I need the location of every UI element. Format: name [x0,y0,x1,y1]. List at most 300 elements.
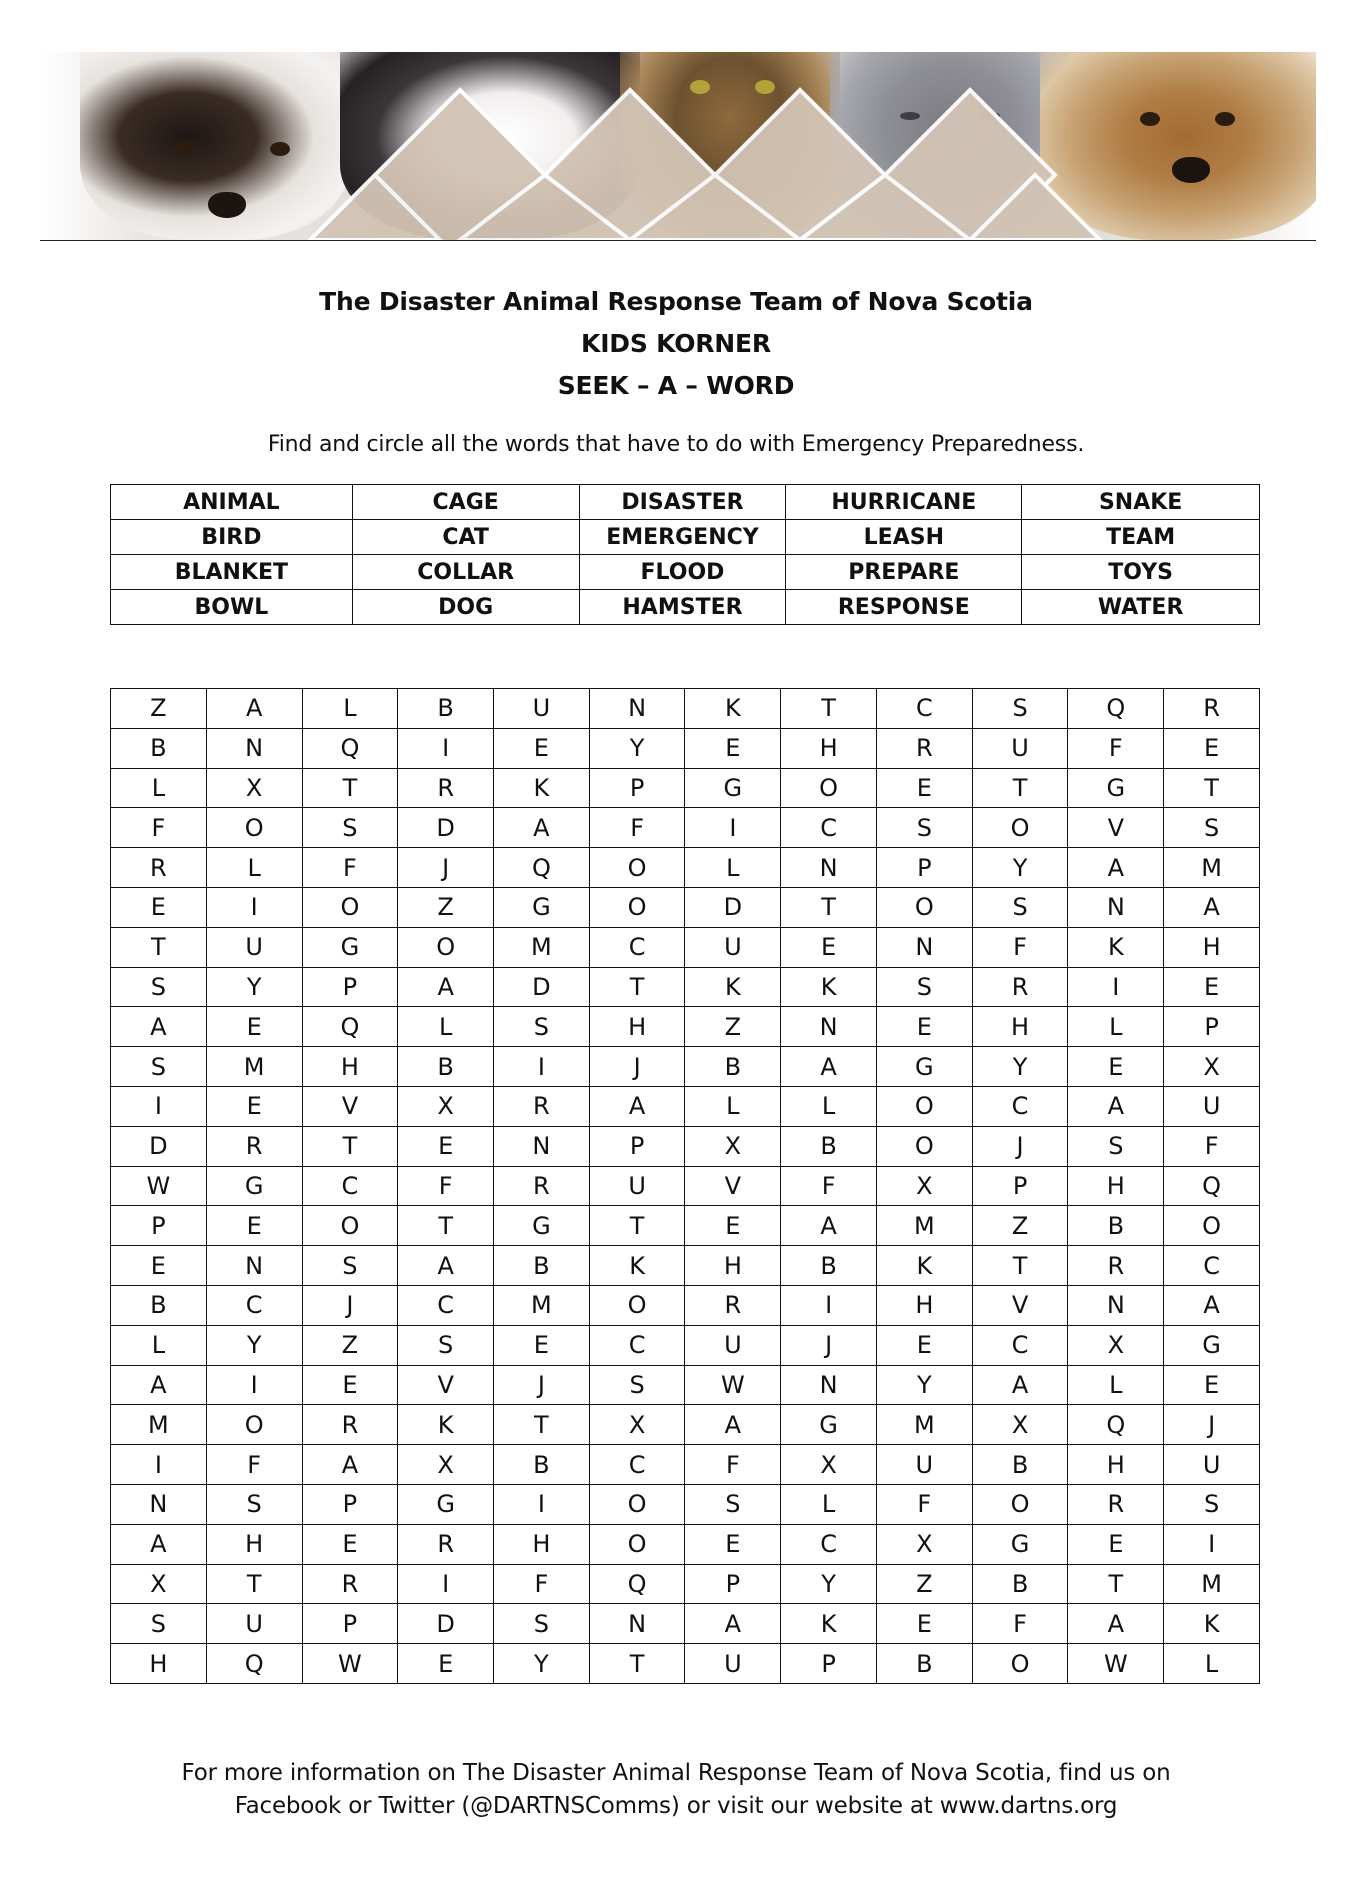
grid-letter-cell[interactable]: U [589,1166,685,1206]
grid-letter-cell[interactable]: L [781,1086,877,1126]
grid-letter-cell[interactable]: E [685,1524,781,1564]
grid-letter-cell[interactable]: K [494,768,590,808]
grid-letter-cell[interactable]: L [781,1484,877,1524]
grid-letter-cell[interactable]: M [1164,1564,1260,1604]
grid-letter-cell[interactable]: P [589,1126,685,1166]
grid-letter-cell[interactable]: U [685,1644,781,1684]
grid-letter-cell[interactable]: R [206,1126,302,1166]
grid-letter-cell[interactable]: C [876,689,972,729]
grid-letter-cell[interactable]: A [111,1007,207,1047]
grid-letter-cell[interactable]: M [494,1285,590,1325]
grid-letter-cell[interactable]: T [398,1206,494,1246]
grid-letter-cell[interactable]: E [876,1325,972,1365]
grid-letter-cell[interactable]: K [589,1246,685,1286]
grid-letter-cell[interactable]: V [972,1285,1068,1325]
grid-letter-cell[interactable]: T [206,1564,302,1604]
grid-letter-cell[interactable]: C [589,927,685,967]
grid-letter-cell[interactable]: K [685,967,781,1007]
grid-letter-cell[interactable]: B [494,1445,590,1485]
grid-letter-cell[interactable]: J [302,1285,398,1325]
grid-letter-cell[interactable]: X [1068,1325,1164,1365]
grid-letter-cell[interactable]: O [876,1086,972,1126]
grid-letter-cell[interactable]: E [206,1206,302,1246]
grid-letter-cell[interactable]: I [206,887,302,927]
grid-letter-cell[interactable]: R [111,848,207,888]
grid-letter-cell[interactable]: H [781,728,877,768]
grid-letter-cell[interactable]: B [111,1285,207,1325]
grid-letter-cell[interactable]: E [1164,728,1260,768]
grid-letter-cell[interactable]: Q [494,848,590,888]
grid-letter-cell[interactable]: F [972,927,1068,967]
grid-letter-cell[interactable]: O [206,808,302,848]
grid-letter-cell[interactable]: R [302,1564,398,1604]
grid-letter-cell[interactable]: V [685,1166,781,1206]
grid-letter-cell[interactable]: H [1068,1166,1164,1206]
grid-letter-cell[interactable]: G [494,1206,590,1246]
grid-letter-cell[interactable]: E [1164,967,1260,1007]
grid-letter-cell[interactable]: D [494,967,590,1007]
grid-letter-cell[interactable]: X [876,1524,972,1564]
grid-letter-cell[interactable]: A [972,1365,1068,1405]
grid-letter-cell[interactable]: H [876,1285,972,1325]
grid-letter-cell[interactable]: P [111,1206,207,1246]
grid-letter-cell[interactable]: T [589,967,685,1007]
grid-letter-cell[interactable]: X [111,1564,207,1604]
grid-letter-cell[interactable]: O [589,1524,685,1564]
grid-letter-cell[interactable]: X [1164,1047,1260,1087]
grid-letter-cell[interactable]: S [876,967,972,1007]
grid-letter-cell[interactable]: E [685,728,781,768]
grid-letter-cell[interactable]: K [1164,1604,1260,1644]
grid-letter-cell[interactable]: Q [589,1564,685,1604]
grid-letter-cell[interactable]: L [302,689,398,729]
grid-letter-cell[interactable]: O [206,1405,302,1445]
grid-letter-cell[interactable]: X [876,1166,972,1206]
grid-letter-cell[interactable]: H [206,1524,302,1564]
grid-letter-cell[interactable]: W [685,1365,781,1405]
grid-letter-cell[interactable]: N [206,728,302,768]
grid-letter-cell[interactable]: U [206,1604,302,1644]
grid-letter-cell[interactable]: S [494,1007,590,1047]
grid-letter-cell[interactable]: W [302,1644,398,1684]
grid-letter-cell[interactable]: H [1164,927,1260,967]
grid-letter-cell[interactable]: B [398,689,494,729]
grid-letter-cell[interactable]: Q [302,1007,398,1047]
grid-letter-cell[interactable]: C [781,808,877,848]
grid-letter-cell[interactable]: M [494,927,590,967]
grid-letter-cell[interactable]: G [1164,1325,1260,1365]
grid-letter-cell[interactable]: X [685,1126,781,1166]
grid-letter-cell[interactable]: B [1068,1206,1164,1246]
grid-letter-cell[interactable]: I [398,1564,494,1604]
grid-letter-cell[interactable]: Q [206,1644,302,1684]
grid-letter-cell[interactable]: T [589,1644,685,1684]
grid-letter-cell[interactable]: F [302,848,398,888]
grid-letter-cell[interactable]: Y [876,1365,972,1405]
grid-letter-cell[interactable]: O [589,848,685,888]
grid-letter-cell[interactable]: F [111,808,207,848]
grid-letter-cell[interactable]: R [494,1166,590,1206]
grid-letter-cell[interactable]: C [206,1285,302,1325]
grid-letter-cell[interactable]: S [1164,1484,1260,1524]
grid-letter-cell[interactable]: F [494,1564,590,1604]
grid-letter-cell[interactable]: O [876,887,972,927]
grid-letter-cell[interactable]: B [494,1246,590,1286]
grid-letter-cell[interactable]: Y [494,1644,590,1684]
grid-letter-cell[interactable]: A [494,808,590,848]
grid-letter-cell[interactable]: P [302,1604,398,1644]
grid-letter-cell[interactable]: L [398,1007,494,1047]
grid-letter-cell[interactable]: R [398,1524,494,1564]
grid-letter-cell[interactable]: A [302,1445,398,1485]
grid-letter-cell[interactable]: T [111,927,207,967]
grid-letter-cell[interactable]: I [398,728,494,768]
grid-letter-cell[interactable]: Y [972,848,1068,888]
grid-letter-cell[interactable]: N [781,1365,877,1405]
grid-letter-cell[interactable]: C [398,1285,494,1325]
grid-letter-cell[interactable]: O [589,1484,685,1524]
grid-letter-cell[interactable]: B [972,1564,1068,1604]
grid-letter-cell[interactable]: D [398,1604,494,1644]
grid-letter-cell[interactable]: B [685,1047,781,1087]
grid-letter-cell[interactable]: T [1068,1564,1164,1604]
grid-letter-cell[interactable]: T [302,1126,398,1166]
grid-letter-cell[interactable]: X [398,1445,494,1485]
grid-letter-cell[interactable]: O [589,1285,685,1325]
grid-letter-cell[interactable]: Z [972,1206,1068,1246]
grid-letter-cell[interactable]: G [972,1524,1068,1564]
grid-letter-cell[interactable]: N [781,1007,877,1047]
grid-letter-cell[interactable]: R [494,1086,590,1126]
grid-letter-cell[interactable]: P [302,967,398,1007]
grid-letter-cell[interactable]: D [111,1126,207,1166]
grid-letter-cell[interactable]: U [685,927,781,967]
grid-letter-cell[interactable]: P [302,1484,398,1524]
grid-letter-cell[interactable]: O [398,927,494,967]
grid-letter-cell[interactable]: N [589,1604,685,1644]
grid-letter-cell[interactable]: B [972,1445,1068,1485]
grid-letter-cell[interactable]: G [206,1166,302,1206]
grid-letter-cell[interactable]: S [972,887,1068,927]
grid-letter-cell[interactable]: I [494,1047,590,1087]
grid-letter-cell[interactable]: C [972,1086,1068,1126]
grid-letter-cell[interactable]: S [1068,1126,1164,1166]
grid-letter-cell[interactable]: L [685,848,781,888]
grid-letter-cell[interactable]: K [876,1246,972,1286]
grid-letter-cell[interactable]: I [781,1285,877,1325]
grid-letter-cell[interactable]: A [1068,1086,1164,1126]
grid-letter-cell[interactable]: R [685,1285,781,1325]
grid-letter-cell[interactable]: P [876,848,972,888]
grid-letter-cell[interactable]: E [206,1086,302,1126]
grid-letter-cell[interactable]: E [1164,1365,1260,1405]
grid-letter-cell[interactable]: H [589,1007,685,1047]
grid-letter-cell[interactable]: K [781,1604,877,1644]
grid-letter-cell[interactable]: S [206,1484,302,1524]
grid-letter-cell[interactable]: M [1164,848,1260,888]
grid-letter-cell[interactable]: D [398,808,494,848]
grid-letter-cell[interactable]: I [206,1365,302,1405]
grid-letter-cell[interactable]: T [972,768,1068,808]
grid-letter-cell[interactable]: J [398,848,494,888]
grid-letter-cell[interactable]: T [972,1246,1068,1286]
grid-letter-cell[interactable]: A [206,689,302,729]
grid-letter-cell[interactable]: E [876,768,972,808]
grid-letter-cell[interactable]: A [1164,887,1260,927]
grid-letter-cell[interactable]: A [398,967,494,1007]
grid-letter-cell[interactable]: S [589,1365,685,1405]
grid-letter-cell[interactable]: F [398,1166,494,1206]
grid-letter-cell[interactable]: E [302,1524,398,1564]
grid-letter-cell[interactable]: Q [1068,1405,1164,1445]
grid-letter-cell[interactable]: M [876,1206,972,1246]
grid-letter-cell[interactable]: J [494,1365,590,1405]
grid-letter-cell[interactable]: S [972,689,1068,729]
grid-letter-cell[interactable]: R [972,967,1068,1007]
grid-letter-cell[interactable]: Q [302,728,398,768]
grid-letter-cell[interactable]: X [206,768,302,808]
grid-letter-cell[interactable]: Y [781,1564,877,1604]
grid-letter-cell[interactable]: O [781,768,877,808]
grid-letter-cell[interactable]: C [972,1325,1068,1365]
grid-letter-cell[interactable]: Z [685,1007,781,1047]
grid-letter-cell[interactable]: J [781,1325,877,1365]
grid-letter-cell[interactable]: E [302,1365,398,1405]
grid-letter-cell[interactable]: U [1164,1445,1260,1485]
grid-letter-cell[interactable]: E [494,1325,590,1365]
grid-letter-cell[interactable]: Y [589,728,685,768]
grid-letter-cell[interactable]: S [1164,808,1260,848]
grid-letter-cell[interactable]: N [206,1246,302,1286]
grid-letter-cell[interactable]: F [589,808,685,848]
grid-letter-cell[interactable]: G [685,768,781,808]
grid-letter-cell[interactable]: E [398,1126,494,1166]
grid-letter-cell[interactable]: L [1164,1644,1260,1684]
grid-letter-cell[interactable]: V [398,1365,494,1405]
grid-letter-cell[interactable]: W [111,1166,207,1206]
grid-letter-cell[interactable]: S [398,1325,494,1365]
grid-letter-cell[interactable]: K [398,1405,494,1445]
grid-letter-cell[interactable]: A [781,1206,877,1246]
grid-letter-cell[interactable]: O [589,887,685,927]
grid-letter-cell[interactable]: N [494,1126,590,1166]
grid-letter-cell[interactable]: T [1164,768,1260,808]
grid-letter-cell[interactable]: Y [972,1047,1068,1087]
grid-letter-cell[interactable]: J [972,1126,1068,1166]
grid-letter-cell[interactable]: M [206,1047,302,1087]
grid-letter-cell[interactable]: E [494,728,590,768]
grid-letter-cell[interactable]: H [494,1524,590,1564]
grid-letter-cell[interactable]: I [111,1086,207,1126]
grid-letter-cell[interactable]: N [111,1484,207,1524]
grid-letter-cell[interactable]: F [685,1445,781,1485]
grid-letter-cell[interactable]: E [876,1604,972,1644]
grid-letter-cell[interactable]: G [302,927,398,967]
grid-letter-cell[interactable]: P [685,1564,781,1604]
grid-letter-cell[interactable]: I [1164,1524,1260,1564]
grid-letter-cell[interactable]: W [1068,1644,1164,1684]
grid-letter-cell[interactable]: F [781,1166,877,1206]
grid-letter-cell[interactable]: X [398,1086,494,1126]
grid-letter-cell[interactable]: A [398,1246,494,1286]
grid-letter-cell[interactable]: C [781,1524,877,1564]
grid-letter-cell[interactable]: P [1164,1007,1260,1047]
grid-letter-cell[interactable]: E [111,1246,207,1286]
grid-letter-cell[interactable]: F [206,1445,302,1485]
grid-letter-cell[interactable]: U [685,1325,781,1365]
grid-letter-cell[interactable]: O [1164,1206,1260,1246]
grid-letter-cell[interactable]: O [972,1644,1068,1684]
grid-letter-cell[interactable]: B [398,1047,494,1087]
grid-letter-cell[interactable]: S [494,1604,590,1644]
grid-letter-cell[interactable]: E [206,1007,302,1047]
grid-letter-cell[interactable]: O [876,1126,972,1166]
grid-letter-cell[interactable]: G [876,1047,972,1087]
grid-letter-cell[interactable]: R [1068,1246,1164,1286]
grid-letter-cell[interactable]: B [781,1126,877,1166]
grid-letter-cell[interactable]: P [781,1644,877,1684]
grid-letter-cell[interactable]: R [876,728,972,768]
grid-letter-cell[interactable]: M [876,1405,972,1445]
grid-letter-cell[interactable]: I [1068,967,1164,1007]
grid-letter-cell[interactable]: S [111,1604,207,1644]
grid-letter-cell[interactable]: T [589,1206,685,1246]
grid-letter-cell[interactable]: L [111,768,207,808]
grid-letter-cell[interactable]: N [1068,887,1164,927]
grid-letter-cell[interactable]: H [111,1644,207,1684]
grid-letter-cell[interactable]: E [398,1644,494,1684]
grid-letter-cell[interactable]: F [1068,728,1164,768]
grid-letter-cell[interactable]: P [589,768,685,808]
grid-letter-cell[interactable]: L [1068,1365,1164,1405]
grid-letter-cell[interactable]: D [685,887,781,927]
grid-letter-cell[interactable]: P [972,1166,1068,1206]
grid-letter-cell[interactable]: C [589,1445,685,1485]
grid-letter-cell[interactable]: R [398,768,494,808]
grid-letter-cell[interactable]: R [1164,689,1260,729]
grid-letter-cell[interactable]: A [589,1086,685,1126]
grid-letter-cell[interactable]: Z [398,887,494,927]
grid-letter-cell[interactable]: T [781,689,877,729]
grid-letter-cell[interactable]: Y [206,967,302,1007]
grid-letter-cell[interactable]: Y [206,1325,302,1365]
grid-letter-cell[interactable]: J [589,1047,685,1087]
grid-letter-cell[interactable]: S [302,808,398,848]
grid-letter-cell[interactable]: S [876,808,972,848]
grid-letter-cell[interactable]: H [302,1047,398,1087]
grid-letter-cell[interactable]: H [1068,1445,1164,1485]
grid-letter-cell[interactable]: U [1164,1086,1260,1126]
grid-letter-cell[interactable]: E [685,1206,781,1246]
grid-letter-cell[interactable]: S [685,1484,781,1524]
grid-letter-cell[interactable]: I [111,1445,207,1485]
grid-letter-cell[interactable]: C [589,1325,685,1365]
grid-letter-cell[interactable]: O [972,1484,1068,1524]
grid-letter-cell[interactable]: V [302,1086,398,1126]
grid-letter-cell[interactable]: A [111,1365,207,1405]
grid-letter-cell[interactable]: A [685,1604,781,1644]
grid-letter-cell[interactable]: J [1164,1405,1260,1445]
grid-letter-cell[interactable]: R [1068,1484,1164,1524]
grid-letter-cell[interactable]: T [302,768,398,808]
grid-letter-cell[interactable]: U [494,689,590,729]
grid-letter-cell[interactable]: X [589,1405,685,1445]
grid-letter-cell[interactable]: E [111,887,207,927]
grid-letter-cell[interactable]: M [111,1405,207,1445]
grid-letter-cell[interactable]: U [206,927,302,967]
grid-letter-cell[interactable]: Z [111,689,207,729]
grid-letter-cell[interactable]: E [1068,1047,1164,1087]
grid-letter-cell[interactable]: N [781,848,877,888]
grid-letter-cell[interactable]: O [302,887,398,927]
grid-letter-cell[interactable]: U [972,728,1068,768]
grid-letter-cell[interactable]: Z [302,1325,398,1365]
grid-letter-cell[interactable]: U [876,1445,972,1485]
grid-letter-cell[interactable]: C [1164,1246,1260,1286]
grid-letter-cell[interactable]: B [781,1246,877,1286]
grid-letter-cell[interactable]: A [685,1405,781,1445]
grid-letter-cell[interactable]: K [685,689,781,729]
grid-letter-cell[interactable]: G [494,887,590,927]
grid-letter-cell[interactable]: G [398,1484,494,1524]
grid-letter-cell[interactable]: A [111,1524,207,1564]
grid-letter-cell[interactable]: Q [1164,1166,1260,1206]
grid-letter-cell[interactable]: I [494,1484,590,1524]
grid-letter-cell[interactable]: L [1068,1007,1164,1047]
grid-letter-cell[interactable]: B [111,728,207,768]
grid-letter-cell[interactable]: H [685,1246,781,1286]
grid-letter-cell[interactable]: L [685,1086,781,1126]
grid-letter-cell[interactable]: S [302,1246,398,1286]
grid-letter-cell[interactable]: A [1068,848,1164,888]
grid-letter-cell[interactable]: F [1164,1126,1260,1166]
grid-letter-cell[interactable]: C [302,1166,398,1206]
grid-letter-cell[interactable]: N [1068,1285,1164,1325]
grid-letter-cell[interactable]: E [876,1007,972,1047]
grid-letter-cell[interactable]: G [1068,768,1164,808]
grid-letter-cell[interactable]: Z [876,1564,972,1604]
grid-letter-cell[interactable]: N [589,689,685,729]
grid-letter-cell[interactable]: I [685,808,781,848]
grid-letter-cell[interactable]: E [1068,1524,1164,1564]
grid-letter-cell[interactable]: F [972,1604,1068,1644]
grid-letter-cell[interactable]: G [781,1405,877,1445]
grid-letter-cell[interactable]: S [111,1047,207,1087]
grid-letter-cell[interactable]: N [876,927,972,967]
grid-letter-cell[interactable]: R [302,1405,398,1445]
grid-letter-cell[interactable]: K [781,967,877,1007]
grid-letter-cell[interactable]: Q [1068,689,1164,729]
grid-letter-cell[interactable]: O [972,808,1068,848]
grid-letter-cell[interactable]: X [781,1445,877,1485]
grid-letter-cell[interactable]: L [206,848,302,888]
grid-letter-cell[interactable]: V [1068,808,1164,848]
grid-letter-cell[interactable]: L [111,1325,207,1365]
grid-letter-cell[interactable]: T [781,887,877,927]
grid-letter-cell[interactable]: K [1068,927,1164,967]
grid-letter-cell[interactable]: X [972,1405,1068,1445]
grid-letter-cell[interactable]: F [876,1484,972,1524]
grid-letter-cell[interactable]: S [111,967,207,1007]
grid-letter-cell[interactable]: T [494,1405,590,1445]
grid-letter-cell[interactable]: A [1068,1604,1164,1644]
grid-letter-cell[interactable]: A [1164,1285,1260,1325]
grid-letter-cell[interactable]: E [781,927,877,967]
grid-letter-cell[interactable]: H [972,1007,1068,1047]
grid-letter-cell[interactable]: B [876,1644,972,1684]
grid-letter-cell[interactable]: A [781,1047,877,1087]
grid-letter-cell[interactable]: O [302,1206,398,1246]
